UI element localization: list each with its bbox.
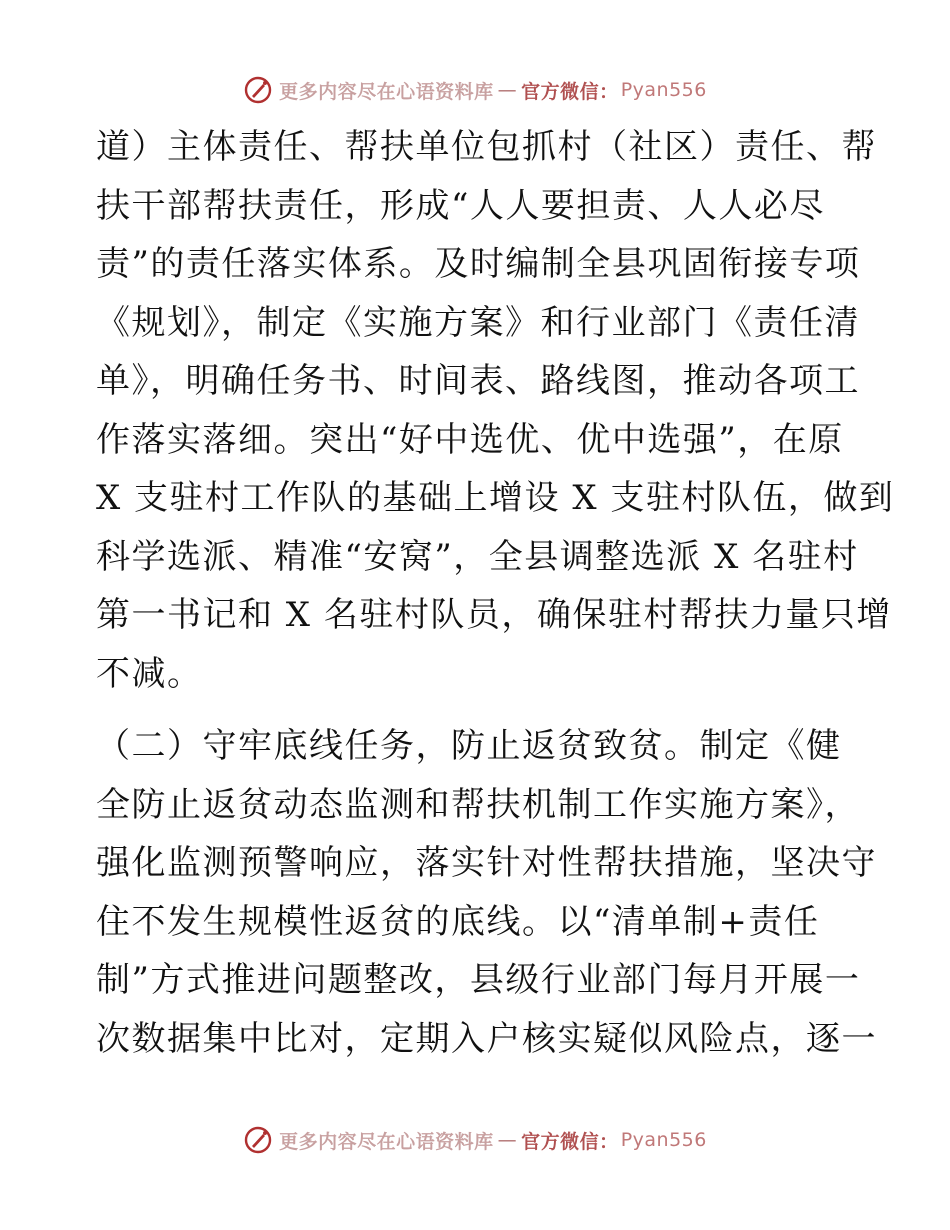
footer-watermark xyxy=(0,1120,950,1160)
text-line: （二）守牢底线任务，防止返贫致贫。制定《健 xyxy=(96,726,842,766)
text-line: 作落实落细。突出“好中选优、优中选强”，在原 xyxy=(96,419,844,460)
brand-name: 更多内容尽在心语资料库 xyxy=(279,1130,494,1153)
text-line: 第一书记和 X 名驻村队员，确保驻村帮扶力量只增 xyxy=(96,595,892,635)
wechat-label: 官方微信： xyxy=(521,80,619,103)
text-line: 全防止返贫动态监测和帮扶机制工作实施方案》， xyxy=(96,784,860,825)
text-line: 道）主体责任、帮扶单位包抓村（社区）责任、帮 xyxy=(96,127,877,167)
document-body xyxy=(96,118,895,1068)
text-line: 制”方式推进问题整改，县级行业部门每月开展一 xyxy=(96,960,861,1000)
brand-logo-icon xyxy=(243,1125,273,1155)
text-line: 《规划》，制定《实施方案》和行业部门《责任清 xyxy=(96,302,860,343)
wechat-label: 官方微信： xyxy=(521,1130,619,1153)
paragraph-2 xyxy=(96,717,877,1068)
wechat-id: Pyan556 xyxy=(620,79,707,101)
text-line: 次数据集中比对，定期入户核实疑似风险点，逐一 xyxy=(96,1018,877,1059)
paragraph-1 xyxy=(96,118,895,703)
banner-dash: — xyxy=(497,1129,518,1151)
header-watermark xyxy=(0,70,950,110)
text-line: 单》，明确任务书、时间表、路线图，推动各项工 xyxy=(96,361,860,401)
text-line: 责”的责任落实体系。及时编制全县巩固衔接专项 xyxy=(96,244,861,284)
wechat-id: Pyan556 xyxy=(620,1129,707,1151)
banner-dash: — xyxy=(497,79,518,101)
paragraph-spacer xyxy=(96,703,858,717)
text-line: 不减。 xyxy=(96,653,203,694)
text-line: 住不发生规模性返贫的底线。以“清单制+责任 xyxy=(96,901,820,942)
brand-name: 更多内容尽在心语资料库 xyxy=(279,80,494,103)
text-line: 科学选派、精准“安窝”，全县调整选派 X 名驻村 xyxy=(96,536,859,577)
brand-logo-icon xyxy=(243,75,273,105)
text-line: 强化监测预警响应，落实针对性帮扶措施，坚决守 xyxy=(96,843,877,883)
text-line: 扶干部帮扶责任，形成“人人要担责、人人必尽 xyxy=(96,185,825,226)
text-line: X 支驻村工作队的基础上增设 X 支驻村队伍，做到 xyxy=(96,478,895,518)
